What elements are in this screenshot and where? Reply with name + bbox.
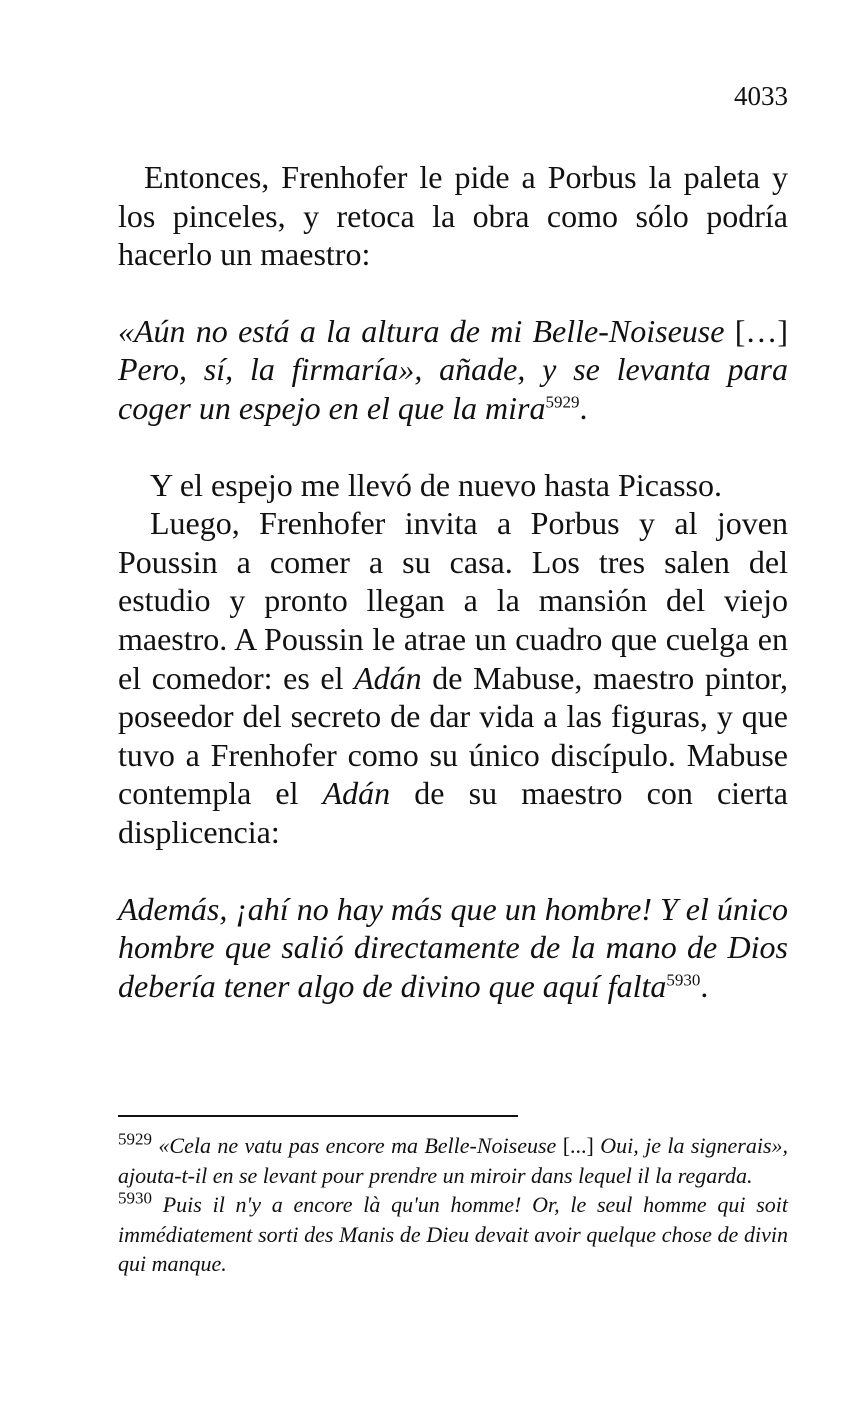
footnote-ref-5930[interactable]: 5930 bbox=[666, 970, 701, 990]
footnote-ref-5929[interactable]: 5929 bbox=[545, 392, 580, 412]
block-quote-2 bbox=[118, 890, 788, 1006]
footnote-5929-ellipsis: [...] bbox=[562, 1133, 594, 1158]
paragraph-luego bbox=[118, 504, 788, 851]
quote-1-end: . bbox=[579, 389, 588, 426]
footnote-5930 bbox=[118, 1190, 788, 1279]
main-text bbox=[118, 158, 788, 1005]
quote-1-part-2: Pero, sí, la firmaría», añade, y se levanta para coger un espejo en el que la mira bbox=[118, 351, 788, 426]
page-number: 4033 bbox=[734, 81, 788, 111]
luego-part-3: de su maestro con cierta displicencia: bbox=[118, 775, 788, 850]
luego-part-1: Luego, Frenhofer invita a Porbus y al joven Poussin a comer a su casa. Los tres salen del estudio y pronto llegan a la mansión del viejo maestro. A Poussin le atrae un cuadro que cuelga en el comedor: es el bbox=[118, 505, 788, 696]
adan-title-2: Adán bbox=[322, 775, 391, 812]
adan-title-1: Adán bbox=[354, 659, 422, 696]
paragraph-intro: Entonces, Frenhofer le pide a Porbus la paleta y los pinceles, y retoca la obra como sólo podría hacerlo un maestro: bbox=[118, 159, 788, 273]
quote-1-part-1: «Aún no está a la altura de mi Belle-Noiseuse bbox=[118, 312, 725, 349]
paragraph-mirror: Y el espejo me llevó de nuevo hasta Picasso. bbox=[150, 466, 722, 503]
footnote-separator bbox=[118, 1115, 518, 1117]
quote-1-ellipsis: […] bbox=[734, 312, 789, 349]
block-quote-1 bbox=[118, 312, 788, 428]
footnote-5930-text: Puis il n'y a encore là qu'un homme! Or, le seul homme qui soit immédiatement sorti des Manis de Dieu devait avoir quelque chose de divin qui manque. bbox=[118, 1192, 789, 1276]
quote-2-text: Además, ¡ahí no hay más que un hombre! Y el único hombre que salió directamente de la mano de Dios debería tener algo de divino que aquí falta bbox=[118, 890, 788, 1004]
footnote-5929 bbox=[118, 1131, 788, 1190]
luego-part-2: de Mabuse, maestro pintor, poseedor del secreto de dar vida a las figuras, y que tuvo a Frenhofer como su único discípulo. Mabuse contempla el bbox=[118, 659, 789, 812]
footnote-5929-part-2: Oui, je la signerais», ajouta-t-il en se levant pour prendre un miroir dans lequel il la regarda. bbox=[118, 1133, 789, 1188]
footnote-5929-part-1: «Cela ne vatu pas encore ma Belle-Noiseuse bbox=[158, 1133, 557, 1158]
footnote-number: 5930 bbox=[118, 1188, 152, 1208]
footnotes bbox=[118, 1131, 788, 1279]
quote-2-end: . bbox=[700, 967, 709, 1004]
footnote-number: 5929 bbox=[118, 1129, 152, 1149]
